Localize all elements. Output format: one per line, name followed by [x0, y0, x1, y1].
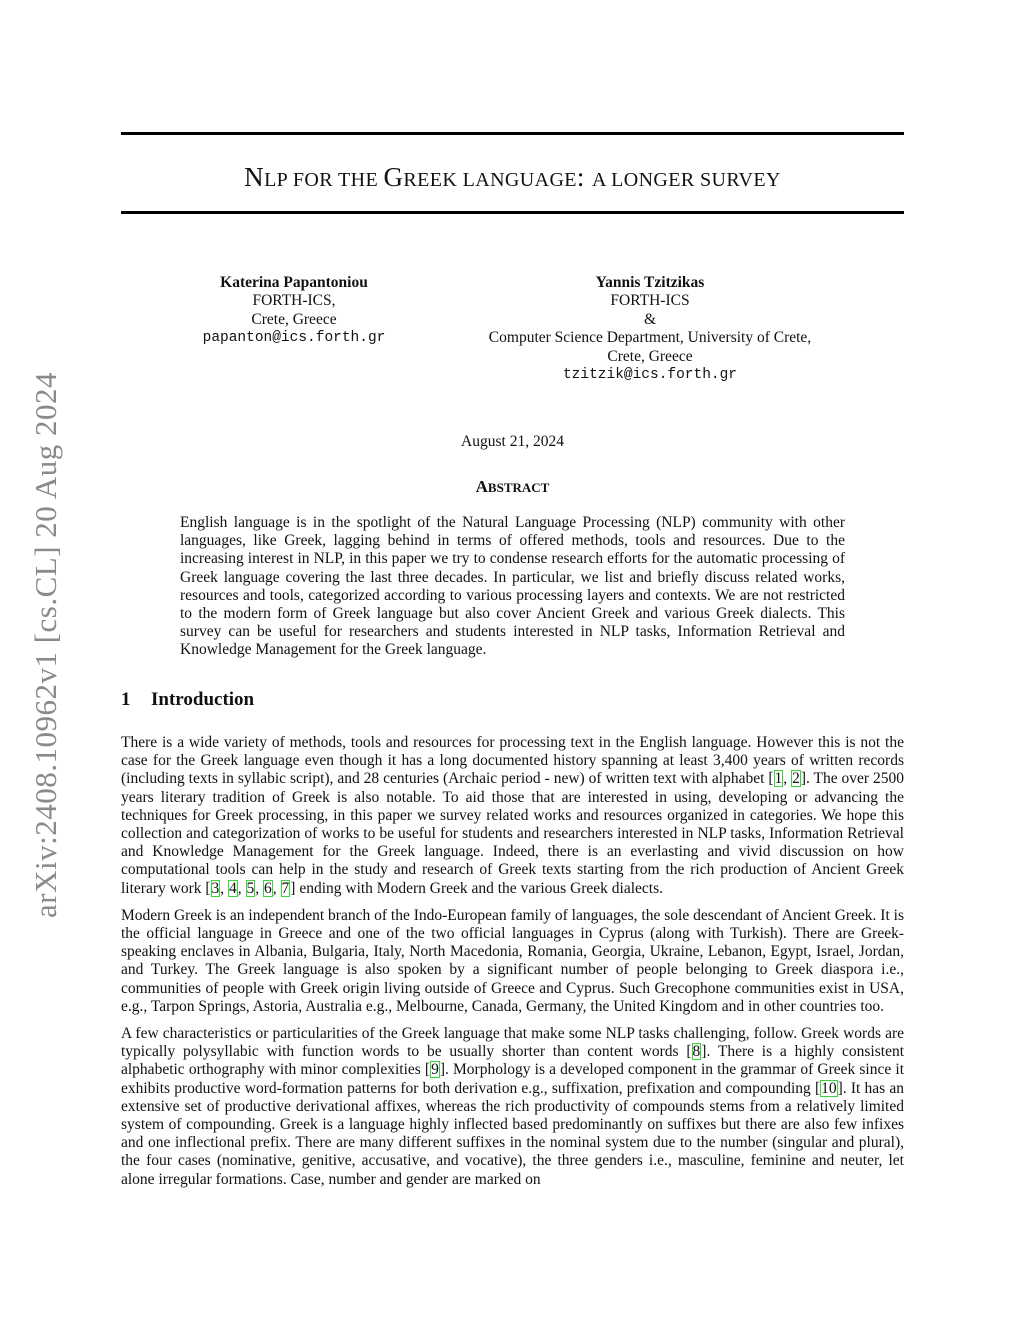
citation-link[interactable]: 5: [246, 879, 255, 897]
title-rule-bottom: [121, 211, 904, 214]
author-department: Computer Science Department, University of Crete,: [488, 329, 812, 347]
title-rule-top: [121, 132, 904, 135]
arxiv-id: arXiv:2408.10962v1 [cs.CL] 20 Aug 2024: [28, 372, 63, 918]
section-body: [121, 734, 904, 1198]
abstract-heading: ABSTRACT: [475, 477, 550, 496]
citation-link[interactable]: 6: [264, 879, 272, 897]
author-name: Yannis Tzitzikas: [595, 274, 705, 291]
citation-link[interactable]: 3: [211, 879, 220, 897]
author-email: tzitzik@ics.forth.gr: [562, 367, 738, 384]
author-email: papanton@ics.forth.gr: [202, 330, 386, 347]
paragraph-2: Modern Greek is an independent branch of the Indo-European family of languages, the sole descendant of Ancient Greek. It is the official language in Greece and one of the two official languages in Cyprus (along with Turkish). There are Greek-speaking enclaves in Albania, Bulgaria, Italy, North Macedonia, Romania, Georgia, Ukraine, Lebanon, Egypt, Israel, Jordan, and Turkey. The Greek language is also spoken by a significant number of people belonging to Greek diaspora i.e., communities of people with Greek origin living outside of Greece and Cyprus. Such Grecophone communities exist in USA, e.g., Tarpon Springs, Astoria, Australia e.g., Melbourne, Canada, Germany, the United Kingdom and in other countries too.: [121, 906, 904, 1015]
citation-link[interactable]: 1: [774, 770, 783, 788]
author-ampersand: &: [643, 310, 657, 328]
arxiv-sidebar-stamp: [30, 350, 62, 940]
citation-link[interactable]: 10: [821, 1079, 837, 1097]
section-number: 1: [121, 689, 131, 710]
author-affiliation: FORTH-ICS,: [252, 292, 336, 310]
citation-link[interactable]: 7: [281, 879, 290, 897]
author-affiliation: FORTH-ICS: [610, 292, 690, 310]
citation-link[interactable]: 9: [431, 1061, 439, 1079]
author-location: Crete, Greece: [607, 347, 693, 365]
abstract-text: English language is in the spotlight of the Natural Language Processing (NLP) community with other languages, like Greek, lagging behind in terms of offered methods, tools and resources. Due to the increasing interest in NLP, in this paper we try to condense research efforts for the automatic processing of Greek language covering the last three decades. In particular, we list and briefly discuss related works, resources and tools, categorized according to various processing layers and contexts. We are not restricted to the modern form of Greek language but also cover Ancient Greek and various Greek dialects. This survey can be useful for researchers and students interested in NLP tasks, Information Retrieval and Knowledge Management for the Greek language.: [180, 514, 845, 659]
section-title: Introduction: [151, 689, 255, 710]
author-block-1: [188, 274, 400, 348]
paragraph-3: A few characteristics or particularities of the Greek language that make some NLP tasks challenging, follow. Greek words are typically polysyllabic with function words to be usually shorter than content words [8]. There is a highly consistent alphabetic orthography with minor complexities [9]. Morphology is a developed component in the grammar of Greek since it exhibits productive word-formation patterns for both derivation e.g., suffixation, prefixation and compounding [10]. It has an extensive set of productive derivational affixes, whereas the rich productivity of compounds stems from a relatively limited system of compounding. Greek is a language highly inflected based predominantly on suffixes but there are also few infixes and one inflectional prefix. There are many different suffixes in the nominal system due to the number (singular and plural), the four cases (nominative, genitive, accusative, and vocative), the three genders i.e., masculine, feminine and neuter, let alone irregular formations. Case, number and gender are marked on: [121, 1025, 905, 1188]
section-heading: [121, 689, 254, 711]
citation-link[interactable]: 4: [229, 879, 237, 897]
citation-link[interactable]: 8: [692, 1043, 701, 1061]
paragraph-1: There is a wide variety of methods, tools and resources for processing text in the English language. However this is not the case for the Greek language even though it has a long documented history spanning at least 3,400 years of written records (including texts in syllabic script), and 28 centuries (Archaic period - new) of written text with alphabet [1, 2]. The over 2500 years literary tradition of Greek is also notable. To aid those that are interested in using, developing or advancing the techniques for Greek processing, in this paper we survey related works and resources organized in categories. We hope this collection and categorization of works to be useful for students and researchers interested in NLP tasks, Information Retrieval and Knowledge Management for the Greek language. Indeed, there is an everlasting and vivid discussion on how computational tools can help in the study and research of Greek texts starting from the rich production of Ancient Greek literary work [3, 4, 5, 6, 7] ending with Modern Greek and the various Greek dialects.: [121, 734, 904, 897]
author-block-2: [470, 274, 830, 384]
paper-title: NLP FOR THE GREEK LANGUAGE: A LONGER SURVEY: [244, 162, 781, 192]
author-name: Katerina Papantoniou: [220, 274, 368, 291]
author-location: Crete, Greece: [251, 310, 337, 328]
citation-link[interactable]: 2: [792, 770, 800, 788]
paper-date: August 21, 2024: [461, 433, 564, 450]
